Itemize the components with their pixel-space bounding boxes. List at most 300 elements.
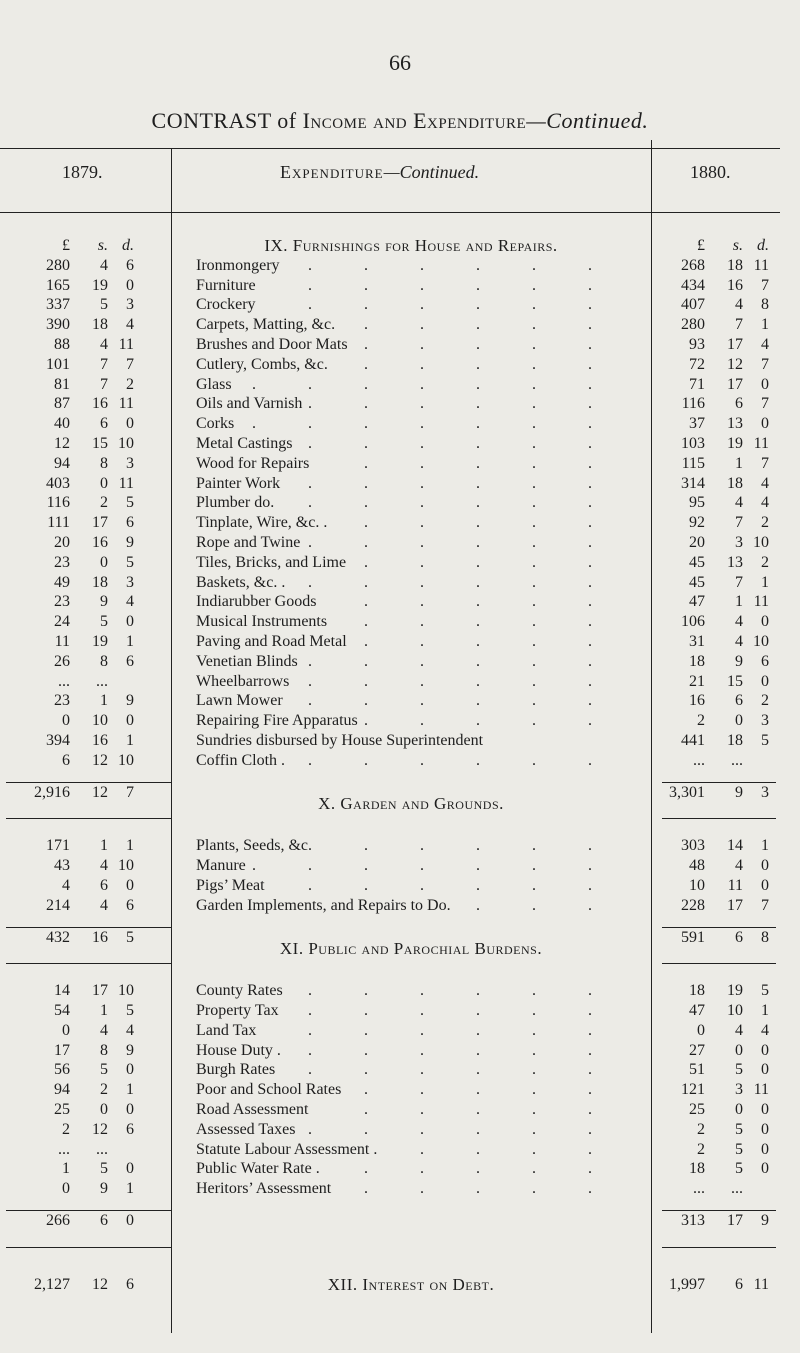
1879-pounds: 101: [46, 355, 70, 373]
header-bottom-rule: [0, 212, 780, 213]
item-label: Repairing Fire Apparatus: [196, 712, 364, 729]
1880-shillings: 17: [727, 896, 743, 914]
1879-pounds: £: [62, 237, 70, 254]
table-row: [0, 474, 800, 494]
1880-pounds: 95: [689, 494, 705, 512]
1879-shillings: 5: [100, 296, 108, 314]
1880-pounds: 72: [689, 355, 705, 373]
1880-shillings: 7: [735, 316, 743, 334]
item-description: [196, 1080, 626, 1100]
item-label: Painter Work: [196, 475, 286, 492]
1880-pounds: 18: [689, 1160, 705, 1178]
1880-pence: 0: [761, 876, 769, 894]
section-divider-row: [0, 939, 800, 969]
header-expenditure: Expenditure—Continued.: [280, 162, 480, 182]
1879-pence: 9: [126, 533, 134, 551]
item-description: [196, 394, 626, 414]
1879-shillings: 1: [100, 1002, 108, 1020]
table-row: [0, 295, 800, 315]
1879-pence: 2: [126, 375, 134, 393]
1880-pounds: £: [697, 237, 705, 254]
table-row: [0, 652, 800, 672]
item-description: [196, 751, 626, 771]
table-row: [0, 394, 800, 414]
1879-shillings: 9: [100, 1180, 108, 1198]
1879-pence: 5: [126, 1002, 134, 1020]
1879-shillings: 16: [92, 928, 108, 946]
item-description: [196, 1120, 626, 1140]
1880-pounds: 92: [689, 514, 705, 532]
item-label: Coffin Cloth .: [196, 752, 291, 769]
units-row: [0, 236, 800, 256]
1880-pounds: 93: [689, 335, 705, 353]
1879-pounds: 26: [54, 652, 70, 670]
1879-pounds: 116: [46, 494, 70, 512]
item-label: Manure: [196, 857, 252, 874]
1880-pounds: 591: [681, 928, 705, 946]
sub-rule-1879: [6, 963, 171, 964]
1880-pence: 7: [761, 276, 769, 294]
1880-pounds: 1,997: [669, 1275, 705, 1293]
table-row: [0, 553, 800, 573]
1879-pounds: 81: [54, 375, 70, 393]
1880-pence: 1: [761, 316, 769, 334]
item-description: [196, 533, 626, 553]
item-label: Glass: [196, 376, 238, 393]
table-row: [0, 434, 800, 454]
1880-pounds: 313: [681, 1212, 705, 1230]
item-label: Pigs’ Meat: [196, 877, 271, 894]
1879-pounds: 214: [46, 896, 70, 914]
table-row: [0, 731, 800, 751]
1879-pounds: 23: [54, 692, 70, 710]
1880-pence: 7: [761, 355, 769, 373]
item-label: Paving and Road Metal: [196, 633, 353, 650]
1880-pounds: 3,301: [669, 783, 705, 801]
1879-pence: 7: [126, 355, 134, 373]
1879-pounds: 23: [54, 553, 70, 571]
1880-pence: 10: [753, 533, 769, 551]
1880-pence: 0: [761, 1041, 769, 1059]
1880-shillings: 5: [735, 1120, 743, 1138]
1880-shillings: 13: [727, 415, 743, 433]
1880-pounds: 47: [689, 1002, 705, 1020]
1880-shillings: 13: [727, 553, 743, 571]
1879-shillings: 12: [92, 1120, 108, 1138]
table-top-rule: [0, 148, 780, 149]
1879-shillings: 4: [100, 335, 108, 353]
1879-pounds: 20: [54, 533, 70, 551]
1879-shillings: 12: [92, 751, 108, 769]
1879-pence: 0: [126, 415, 134, 433]
1879-shillings: 4: [100, 1021, 108, 1039]
1880-shillings: 5: [735, 1160, 743, 1178]
table-row: [0, 691, 800, 711]
1880-shillings: 4: [735, 494, 743, 512]
1880-shillings: 16: [727, 276, 743, 294]
item-label: Assessed Taxes: [196, 1121, 301, 1138]
1879-pounds: 43: [54, 857, 70, 875]
1880-pence: 7: [761, 896, 769, 914]
1880-pence: 7: [761, 395, 769, 413]
1880-pounds: 10: [689, 876, 705, 894]
table-row: [0, 672, 800, 692]
1880-shillings: 3: [735, 1081, 743, 1099]
table-row: [0, 335, 800, 355]
1880-pounds: ...: [693, 1180, 705, 1198]
table-row: [0, 513, 800, 533]
table-row: [0, 1041, 800, 1061]
1879-pounds: 2: [62, 1120, 70, 1138]
1879-shillings: 4: [100, 256, 108, 274]
1879-pence: 10: [118, 982, 134, 1000]
item-label: Musical Instruments: [196, 613, 333, 630]
1879-shillings: 10: [92, 712, 108, 730]
table-row: [0, 981, 800, 1001]
item-description: [196, 1179, 626, 1199]
item-label: Lawn Mower: [196, 692, 289, 709]
1879-pence: 5: [126, 553, 134, 571]
1880-pounds: 2: [697, 1140, 705, 1158]
1879-pounds: 0: [62, 1021, 70, 1039]
1880-pence: 0: [761, 672, 769, 690]
1880-pence: d.: [757, 237, 769, 254]
sub-rule-1879: [6, 818, 171, 819]
1880-pence: 0: [761, 857, 769, 875]
page-number: 66: [389, 50, 411, 75]
1880-shillings: 0: [735, 1041, 743, 1059]
1880-shillings: 4: [735, 613, 743, 631]
1880-shillings: 14: [727, 837, 743, 855]
1879-pounds: 12: [54, 434, 70, 452]
1880-pence: 1: [761, 837, 769, 855]
1879-pence: 1: [126, 1180, 134, 1198]
1879-pounds: 111: [47, 514, 70, 532]
1879-shillings: 1: [100, 692, 108, 710]
title-main: CONTRAST of: [151, 108, 297, 133]
item-label: Garden Implements, and Repairs to Do.: [196, 897, 457, 914]
1879-pence: 3: [126, 296, 134, 314]
1880-shillings: 4: [735, 632, 743, 650]
1879-pence: 0: [126, 276, 134, 294]
1880-pounds: 27: [689, 1041, 705, 1059]
1880-shillings: 4: [735, 857, 743, 875]
1880-shillings: 7: [735, 514, 743, 532]
1879-pounds: 337: [46, 296, 70, 314]
1880-pounds: 48: [689, 857, 705, 875]
1879-shillings: 5: [100, 1061, 108, 1079]
1880-pence: 0: [761, 1140, 769, 1158]
1880-shillings: 6: [735, 928, 743, 946]
1879-pence: 0: [126, 1212, 134, 1230]
1880-shillings: 1: [735, 454, 743, 472]
1880-shillings: 4: [735, 1021, 743, 1039]
1879-pounds: 403: [46, 474, 70, 492]
1880-pounds: 280: [681, 316, 705, 334]
1879-shillings: 15: [92, 434, 108, 452]
1880-pence: 0: [761, 415, 769, 433]
1880-pence: 2: [761, 692, 769, 710]
1879-pounds: 94: [54, 454, 70, 472]
1879-pence: 1: [126, 632, 134, 650]
1879-pence: 10: [118, 434, 134, 452]
table-row: [0, 612, 800, 632]
1879-pounds: 390: [46, 316, 70, 334]
1879-pence: 11: [118, 474, 134, 492]
1880-pounds: 106: [681, 613, 705, 631]
1880-pence: 8: [761, 928, 769, 946]
1880-pounds: ...: [693, 751, 705, 769]
1879-pounds: 0: [62, 712, 70, 730]
item-description: [196, 454, 626, 474]
item-description: [196, 981, 626, 1001]
table-row: [0, 1179, 800, 1199]
item-description: [196, 711, 626, 731]
1879-pounds: ...: [58, 672, 70, 690]
1879-shillings: 8: [100, 1041, 108, 1059]
1880-pence: 3: [761, 712, 769, 730]
1880-pounds: 103: [681, 434, 705, 452]
1880-pounds: 268: [681, 256, 705, 274]
1880-pence: 11: [753, 1275, 769, 1293]
1879-pence: 6: [126, 1120, 134, 1138]
item-description: [196, 513, 626, 533]
item-description: [196, 553, 626, 573]
table-row: [0, 533, 800, 553]
1879-pence: 1: [126, 1081, 134, 1099]
item-description: [196, 414, 626, 434]
1879-shillings: 9: [100, 593, 108, 611]
1880-pence: 0: [761, 1101, 769, 1119]
1879-shillings: 2: [100, 494, 108, 512]
1880-pence: 11: [753, 256, 769, 274]
1880-shillings: 1: [735, 593, 743, 611]
table-row: [0, 414, 800, 434]
1879-pence: 9: [126, 1041, 134, 1059]
section-title: IX. Furnishings for House and Repairs.: [264, 236, 558, 255]
1879-pounds: 171: [46, 837, 70, 855]
1879-shillings: 12: [92, 1275, 108, 1293]
1879-pounds: 6: [62, 751, 70, 769]
1879-shillings: 8: [100, 454, 108, 472]
1879-pounds: 4: [62, 876, 70, 894]
title-continued: —Continued.: [526, 108, 649, 133]
1880-pence: 8: [761, 296, 769, 314]
section-title: X. Garden and Grounds.: [318, 794, 504, 814]
table-row: [0, 276, 800, 296]
1880-pence: 7: [761, 454, 769, 472]
1879-shillings: 17: [92, 514, 108, 532]
item-description: [196, 493, 626, 513]
item-label: Brushes and Door Mats: [196, 336, 354, 353]
1879-pence: 5: [126, 494, 134, 512]
1879-pence: d.: [122, 237, 134, 254]
1880-pounds: 21: [689, 672, 705, 690]
1879-pounds: 0: [62, 1180, 70, 1198]
item-description: [196, 592, 626, 612]
1879-pence: 3: [126, 573, 134, 591]
1880-pence: 11: [753, 1081, 769, 1099]
table-row: [0, 592, 800, 612]
1879-shillings: 5: [100, 1160, 108, 1178]
table-row: [0, 1060, 800, 1080]
1879-pounds: 2,916: [34, 783, 70, 801]
1879-pence: 9: [126, 692, 134, 710]
item-description: [196, 731, 626, 751]
1879-pence: 4: [126, 316, 134, 334]
item-label: Metal Castings: [196, 435, 298, 452]
item-label: Tiles, Bricks, and Lime: [196, 554, 352, 571]
item-label: Heritors’ Assessment: [196, 1180, 337, 1197]
final-total-row: [0, 1275, 800, 1295]
item-label: Plumber do.: [196, 494, 280, 511]
item-description: [196, 474, 626, 494]
1879-pounds: 88: [54, 335, 70, 353]
1879-pounds: 87: [54, 395, 70, 413]
1880-pounds: 31: [689, 632, 705, 650]
1879-pounds: 17: [54, 1041, 70, 1059]
1879-shillings: 18: [92, 573, 108, 591]
1879-pence: 0: [126, 712, 134, 730]
item-description: [196, 1100, 626, 1120]
1880-pence: 1: [761, 1002, 769, 1020]
spacer-row: [0, 824, 800, 836]
item-label: Land Tax: [196, 1022, 262, 1039]
1880-pounds: 71: [689, 375, 705, 393]
spacer-row: [0, 969, 800, 981]
expenditure-table: [0, 236, 800, 1295]
1880-pence: 0: [761, 613, 769, 631]
1880-shillings: 6: [735, 692, 743, 710]
1880-shillings: 18: [727, 256, 743, 274]
1880-shillings: 17: [727, 375, 743, 393]
item-description: [196, 1021, 626, 1041]
table-row: [0, 836, 800, 856]
1880-shillings: 6: [735, 395, 743, 413]
sub-rule-1879: [6, 1247, 171, 1248]
1879-shillings: 8: [100, 652, 108, 670]
1879-pence: 6: [126, 514, 134, 532]
1880-pounds: 115: [681, 454, 705, 472]
1880-pence: 4: [761, 1021, 769, 1039]
1879-shillings: 0: [100, 474, 108, 492]
1879-pounds: 49: [54, 573, 70, 591]
1880-shillings: 12: [727, 355, 743, 373]
item-description: [196, 691, 626, 711]
item-label: Rope and Twine: [196, 534, 306, 551]
1880-pence: 11: [753, 593, 769, 611]
1880-pence: 0: [761, 1120, 769, 1138]
1879-shillings: ...: [96, 672, 108, 690]
item-description: [196, 335, 626, 355]
table-row: [0, 573, 800, 593]
1879-pounds: 14: [54, 982, 70, 1000]
1879-pence: 6: [126, 896, 134, 914]
1879-pence: 10: [118, 857, 134, 875]
item-label: Tinplate, Wire, &c. .: [196, 514, 333, 531]
table-row: [0, 1140, 800, 1160]
1879-pounds: ...: [58, 1140, 70, 1158]
1879-pence: 0: [126, 1101, 134, 1119]
1879-shillings: 0: [100, 1101, 108, 1119]
1880-pence: 2: [761, 514, 769, 532]
1880-pounds: 407: [681, 296, 705, 314]
sub-rule-1880: [662, 1247, 776, 1248]
1879-pence: 0: [126, 613, 134, 631]
table-row: [0, 751, 800, 771]
item-label: Baskets, &c. .: [196, 574, 291, 591]
1880-shillings: ...: [731, 1180, 743, 1198]
1880-shillings: 15: [727, 672, 743, 690]
1879-shillings: 4: [100, 857, 108, 875]
1880-shillings: 3: [735, 533, 743, 551]
1879-pence: 7: [126, 783, 134, 801]
1879-pence: 1: [126, 837, 134, 855]
1879-shillings: 19: [92, 632, 108, 650]
1880-shillings: 19: [727, 982, 743, 1000]
header-year-1879: 1879.: [62, 162, 103, 182]
item-label: Plants, Seeds, &c.: [196, 837, 318, 854]
item-label: Crockery: [196, 296, 262, 313]
table-row: [0, 1159, 800, 1179]
1880-shillings: 11: [727, 876, 743, 894]
item-description: [196, 836, 626, 856]
item-description: [196, 355, 626, 375]
1880-shillings: 10: [727, 1002, 743, 1020]
1879-shillings: ...: [96, 1140, 108, 1158]
1879-pence: 11: [118, 335, 134, 353]
1880-shillings: 7: [735, 573, 743, 591]
1879-pounds: 266: [46, 1212, 70, 1230]
item-description: [196, 1140, 626, 1160]
1879-pounds: 11: [54, 632, 70, 650]
1879-pounds: 1: [62, 1160, 70, 1178]
1880-pence: 4: [761, 494, 769, 512]
1879-pounds: 54: [54, 1002, 70, 1020]
1880-shillings: 5: [735, 1140, 743, 1158]
item-label: Wheelbarrows: [196, 673, 295, 690]
sub-rule-1880: [662, 963, 776, 964]
item-label: Property Tax: [196, 1002, 285, 1019]
1879-pence: 11: [118, 395, 134, 413]
item-description: [196, 1159, 626, 1179]
item-label: Ironmongery: [196, 257, 286, 274]
item-label: Poor and School Rates: [196, 1081, 347, 1098]
sub-rule-1880: [662, 818, 776, 819]
1880-shillings: 4: [735, 296, 743, 314]
item-label: Statute Labour Assessment .: [196, 1141, 383, 1158]
1880-pounds: 2: [697, 712, 705, 730]
1879-pence: 4: [126, 1021, 134, 1039]
item-label: Burgh Rates: [196, 1061, 281, 1078]
1880-pence: 4: [761, 335, 769, 353]
1879-shillings: 18: [92, 316, 108, 334]
1880-pounds: 314: [681, 474, 705, 492]
spacer-row: [0, 1253, 800, 1275]
item-description: [196, 632, 626, 652]
1880-shillings: 17: [727, 335, 743, 353]
1879-pence: 3: [126, 454, 134, 472]
1879-shillings: 1: [100, 837, 108, 855]
1880-pence: 11: [753, 434, 769, 452]
table-row: [0, 1001, 800, 1021]
1879-pounds: 40: [54, 415, 70, 433]
1880-shillings: 6: [735, 1275, 743, 1293]
item-description: [196, 876, 626, 896]
1880-pounds: 18: [689, 982, 705, 1000]
1879-pounds: 280: [46, 256, 70, 274]
1880-pence: 1: [761, 573, 769, 591]
